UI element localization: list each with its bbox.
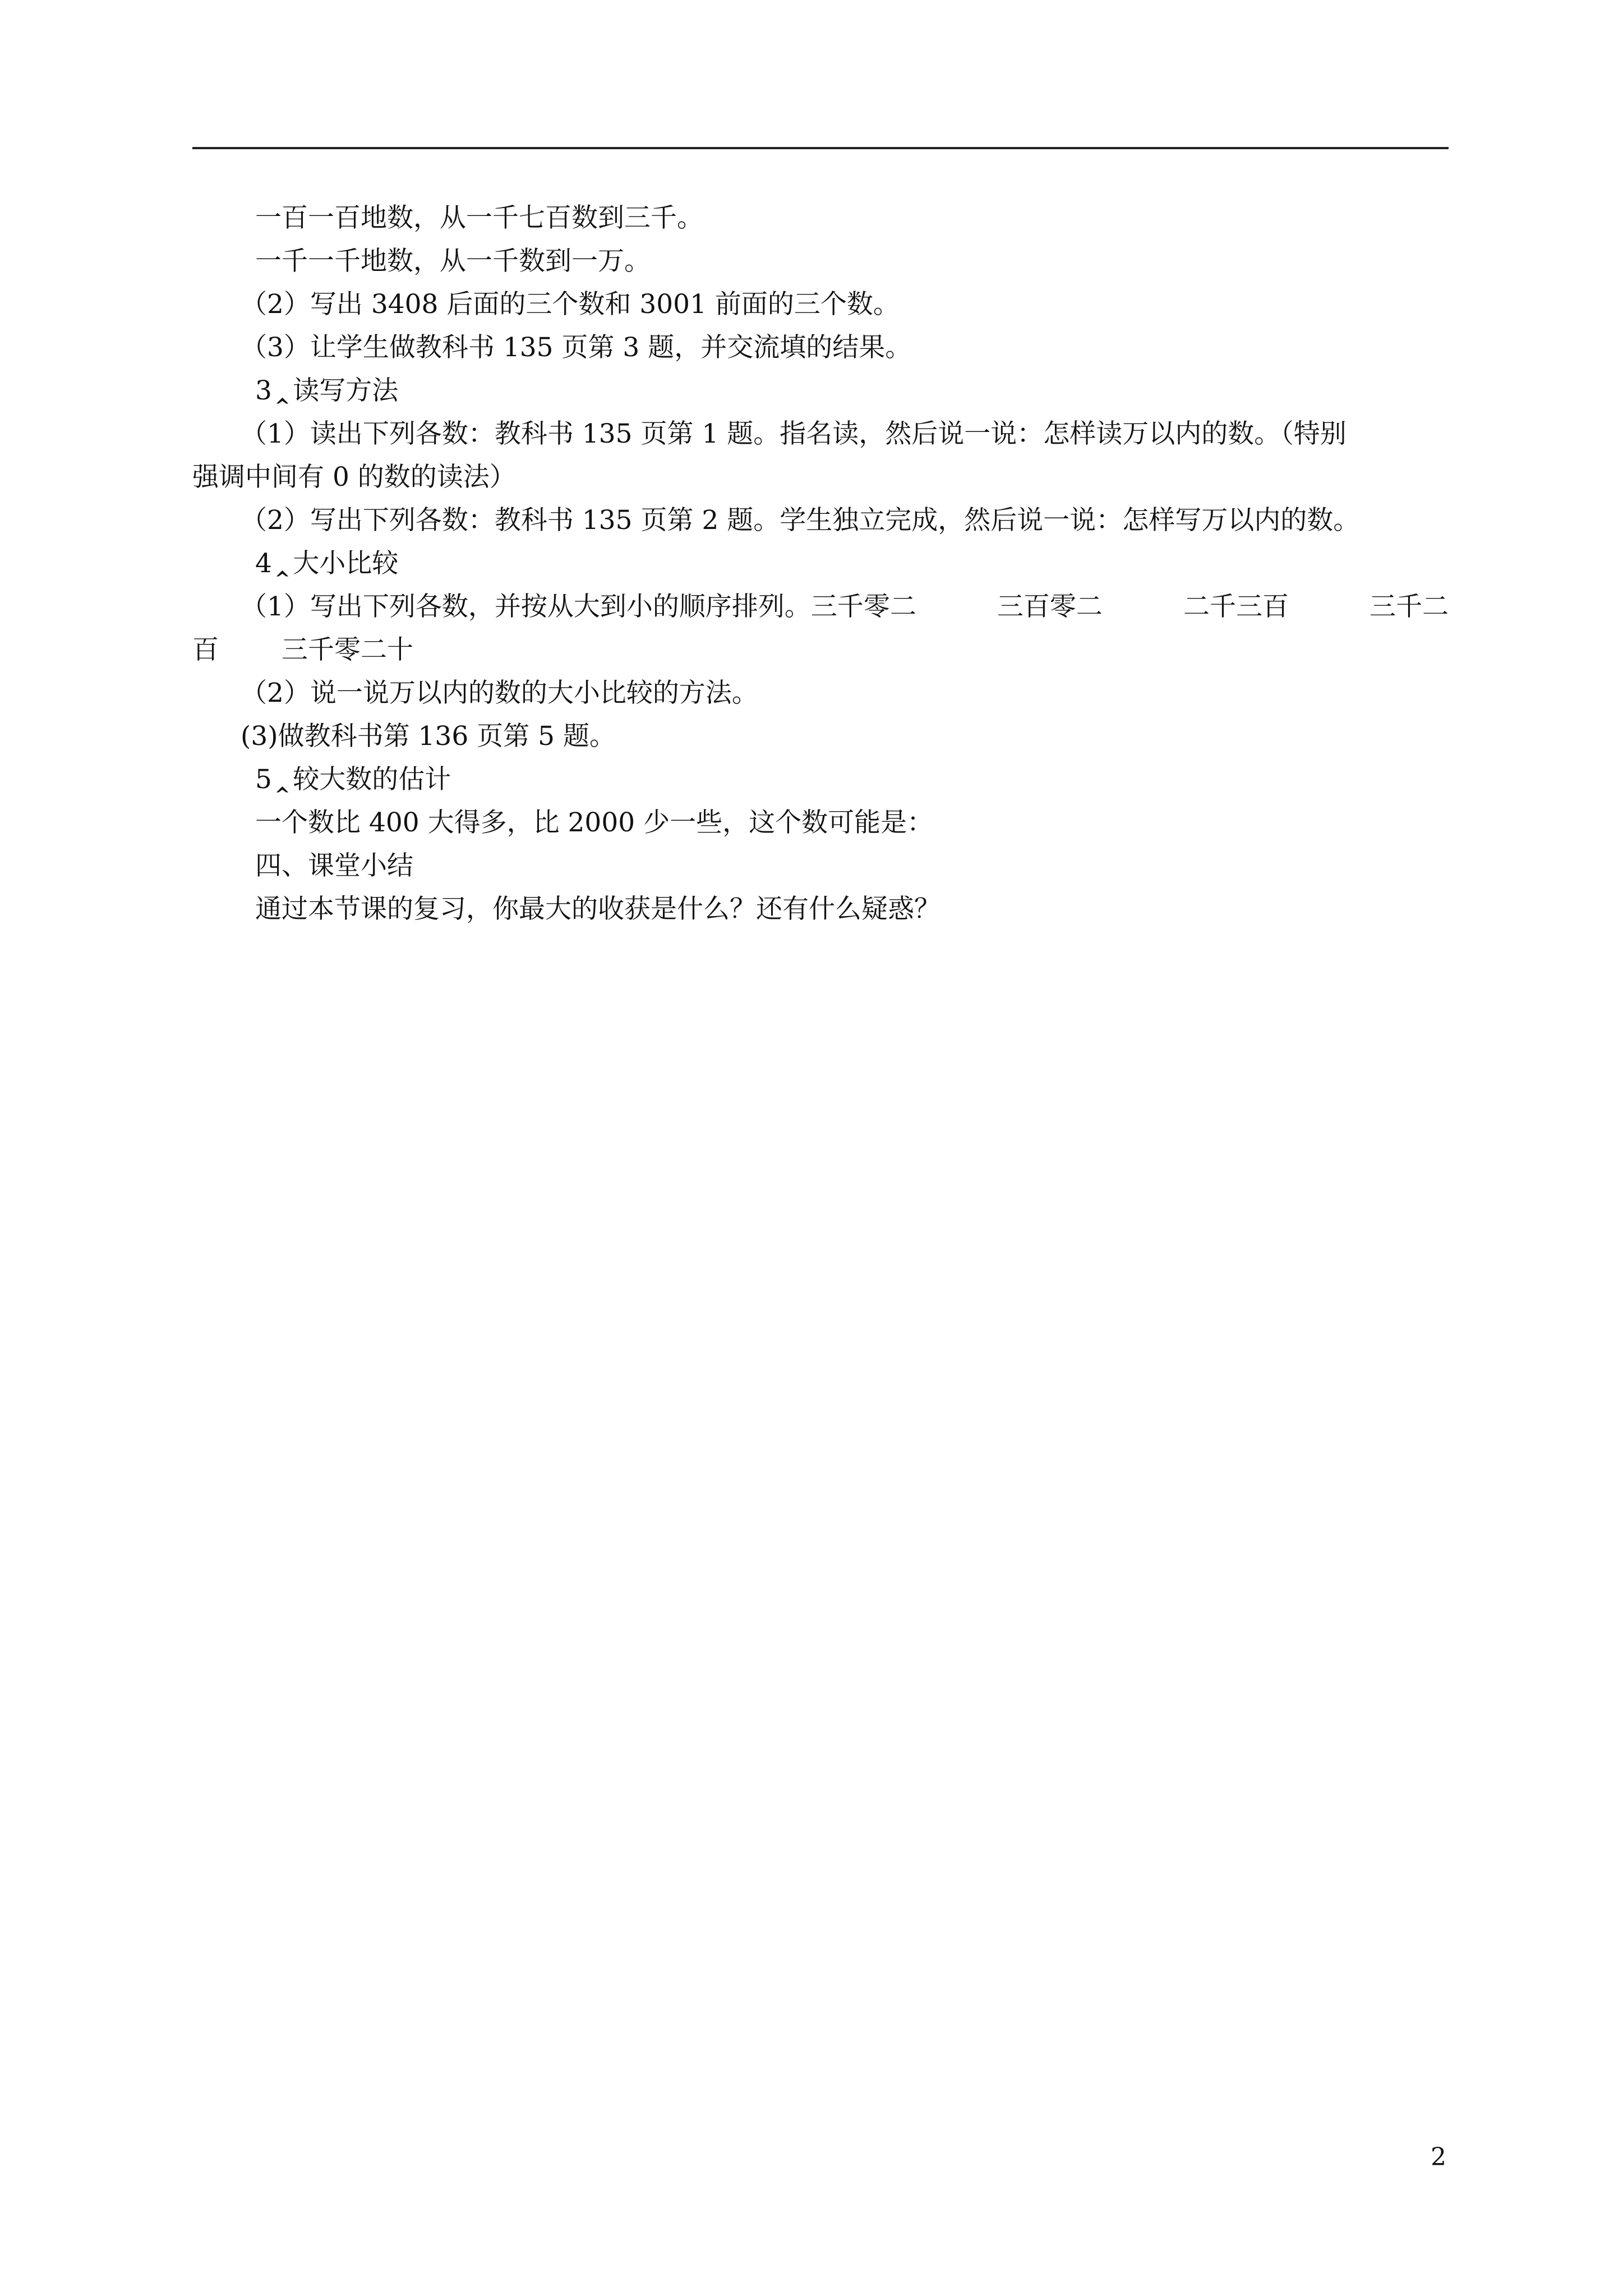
text-run: 三千二: [1370, 591, 1449, 622]
document-body: [192, 196, 1449, 931]
caret-icon: ‸: [274, 551, 291, 577]
section-number: 5: [255, 764, 272, 795]
text-run: 三千零二十: [282, 634, 413, 665]
paragraph: （2）写出下列各数：教科书 135 页第 2 题。学生独立完成，然后说一说：怎样写万以内的数。: [241, 505, 1360, 536]
text-run: 百: [192, 634, 219, 665]
paragraph-continuation: [192, 628, 1449, 671]
paragraph: 通过本节课的复习，你最大的收获是什么？还有什么疑惑？: [255, 894, 940, 924]
paragraph: （2）写出 3408 后面的三个数和 3001 前面的三个数。: [241, 289, 900, 320]
paragraph: 一个数比 400 大得多，比 2000 少一些，这个数可能是：: [255, 807, 934, 838]
paragraph: [192, 585, 1449, 628]
paragraph-continuation: 强调中间有 0 的数的读法）: [192, 462, 516, 493]
paragraph: 一百一百地数，从一千七百数到三千。: [255, 203, 703, 233]
section-heading: [192, 758, 1449, 801]
page-number: 2: [1431, 2143, 1446, 2171]
caret-icon: ‸: [274, 767, 291, 793]
paragraph: （2）说一说万以内的数的大小比较的方法。: [241, 678, 758, 708]
header-rule: [192, 147, 1449, 149]
text-run: （1）写出下列各数，并按从大到小的顺序排列。三千零二: [241, 591, 916, 622]
section-title: 读写方法: [293, 375, 399, 406]
paragraph: (3)做教科书第 136 页第 5 题。: [241, 721, 616, 752]
section-number: 3: [255, 375, 272, 406]
text-run: 三百零二: [997, 591, 1103, 622]
text-run: 二千三百: [1183, 591, 1289, 622]
paragraph: （3）让学生做教科书 135 页第 3 题，并交流填的结果。: [241, 332, 912, 363]
paragraph: （1）读出下列各数：教科书 135 页第 1 题。指名读，然后说一说：怎样读万以内的数。（特别: [241, 418, 1347, 449]
paragraph: 一千一千地数，从一千数到一万。: [255, 246, 651, 277]
section-heading: [192, 369, 1449, 412]
section-title: 较大数的估计: [293, 764, 451, 795]
caret-icon: ‸: [274, 378, 291, 404]
section-title: 大小比较: [293, 548, 399, 579]
section-number: 4: [255, 548, 272, 579]
section-heading: [192, 542, 1449, 585]
section-heading: 四、课堂小结: [255, 850, 413, 881]
